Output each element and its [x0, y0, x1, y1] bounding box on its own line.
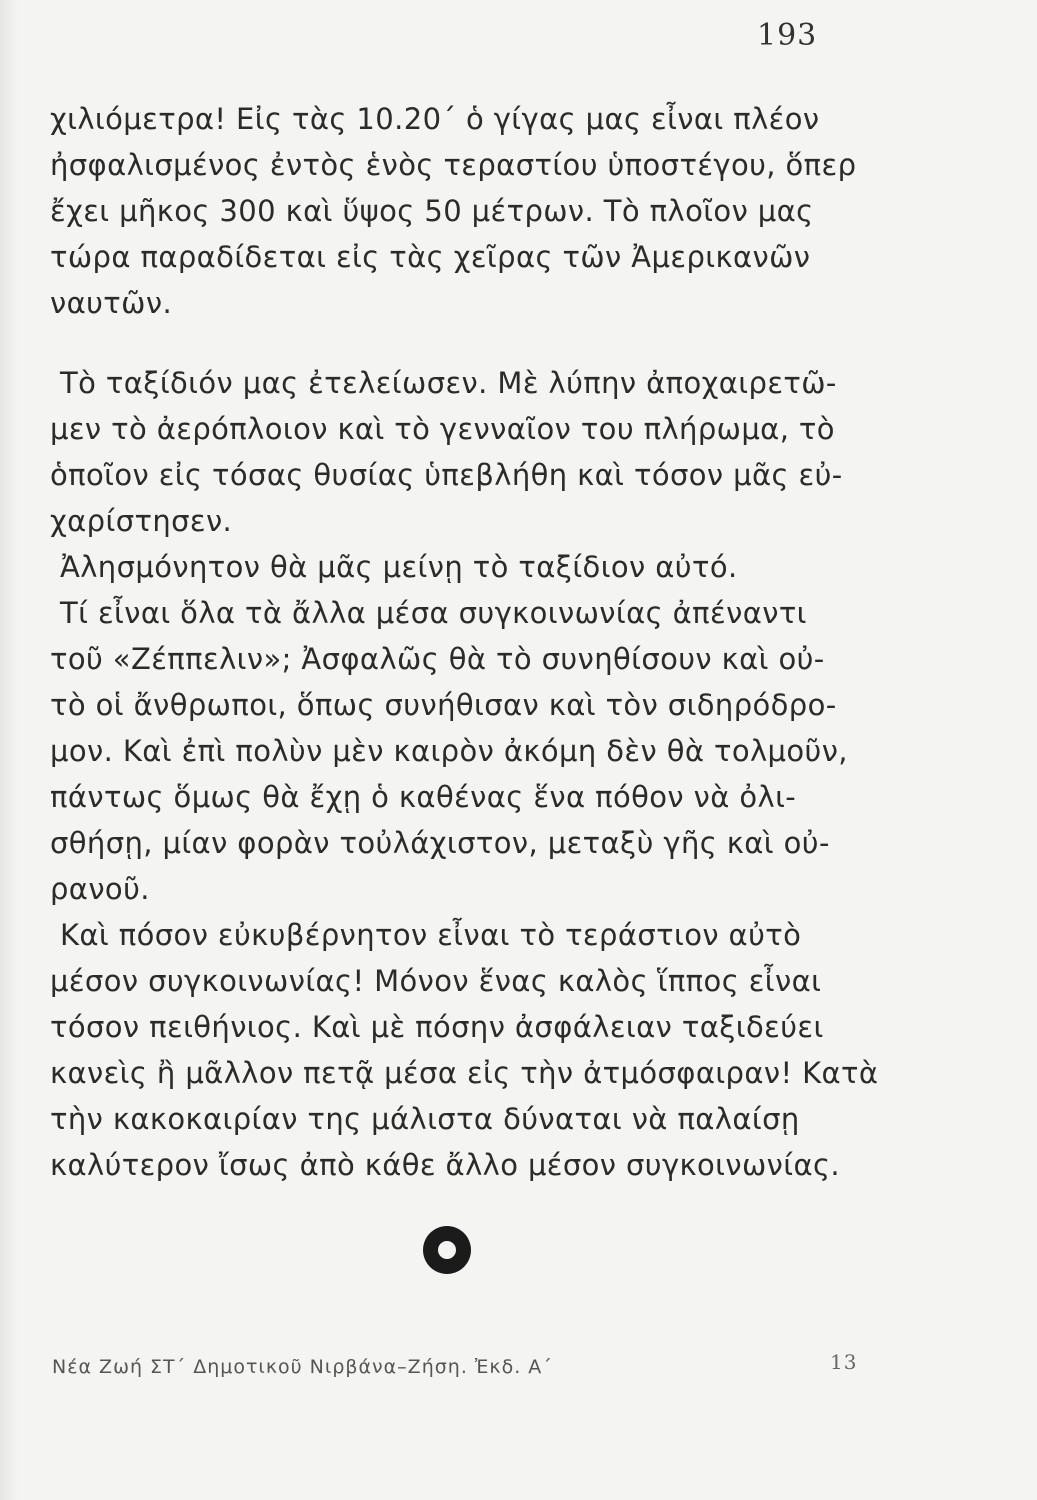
text-line: καλύτερον ἴσως ἀπὸ κάθε ἄλλο μέσον συγκοινωνίας.: [50, 1148, 841, 1182]
text-line: ὁποῖον εἰς τόσας θυσίας ὑπεβλήθη καὶ τόσον μᾶς εὐ-: [50, 458, 843, 492]
page-number: 193: [757, 18, 818, 53]
footer-imprint: Νέα Ζωή ΣΤ΄ Δημοτικοῦ Νιρβάνα–Ζήση. Ἐκδ. Α΄: [52, 1356, 553, 1378]
text-line: κανεὶς ἢ μᾶλλον πετᾷ μέσα εἰς τὴν ἀτμόσφαιραν! Κατὰ: [50, 1056, 879, 1090]
text-line: μον. Καὶ ἐπὶ πολὺν μὲν καιρὸν ἀκόμη δὲν θὰ τολμοῦν,: [50, 734, 848, 768]
text-line: χιλιόμετρα! Εἰς τὰς 10.20΄ ὁ γίγας μας εἶναι πλέον: [50, 102, 820, 136]
paragraph-5: [50, 912, 879, 1188]
footer-sheet-number: 13: [830, 1350, 858, 1374]
body-text: [50, 96, 879, 1188]
text-line: τὸ οἱ ἄνθρωποι, ὅπως συνήθισαν καὶ τὸν σιδηρόδρο-: [50, 688, 837, 722]
text-line: χαρίστησεν.: [50, 504, 233, 538]
text-line: μέσον συγκοινωνίας! Μόνον ἕνας καλὸς ἵππος εἶναι: [50, 964, 822, 998]
text-line: ἔχει μῆκος 300 καὶ ὕψος 50 μέτρων. Τὸ πλοῖον μας: [50, 194, 814, 228]
text-line: τοῦ «Ζέππελιν»; Ἀσφαλῶς θὰ τὸ συνηθίσουν καὶ οὐ-: [50, 642, 825, 676]
text-line: ἠσφαλισμένος ἐντὸς ἑνὸς τεραστίου ὑποστέγου, ὅπερ: [50, 148, 857, 182]
text-line: τὴν κακοκαιρίαν της μάλιστα δύναται νὰ παλαίσῃ: [50, 1102, 800, 1136]
text-line: Ἀλησμόνητον θὰ μᾶς μείνῃ τὸ ταξίδιον αὐτό.: [60, 550, 738, 584]
text-line: ναυτῶν.: [50, 286, 173, 320]
text-line: μεν τὸ ἀερόπλοιον καὶ τὸ γενναῖον του πλήρωμα, τὸ: [50, 412, 835, 446]
paragraph-2: [50, 360, 870, 544]
paragraph-3: [50, 544, 870, 590]
text-line: τόσον πειθήνιος. Καὶ μὲ πόσην ἀσφάλειαν ταξιδεύει: [50, 1010, 824, 1044]
paragraph-1: [50, 96, 870, 326]
text-line: Τὸ ταξίδιόν μας ἐτελείωσεν. Μὲ λύπην ἀποχαιρετῶ-: [60, 366, 837, 400]
paragraph-4: [50, 590, 870, 912]
text-line: Τί εἶναι ὅλα τὰ ἄλλα μέσα συγκοινωνίας ἀπέναντι: [60, 596, 807, 630]
text-line: πάντως ὅμως θὰ ἔχῃ ὁ καθένας ἕνα πόθον νὰ ὀλι-: [50, 780, 797, 814]
text-line: σθήσῃ, μίαν φορὰν τοὐλάχιστον, μεταξὺ γῆς καὶ οὐ-: [50, 826, 830, 860]
ring-ornament-icon: [423, 1226, 471, 1274]
text-line: τώρα παραδίδεται εἰς τὰς χεῖρας τῶν Ἀμερικανῶν: [50, 240, 811, 274]
text-line: Καὶ πόσον εὐκυβέρνητον εἶναι τὸ τεράστιον αὐτὸ: [60, 918, 802, 952]
text-line: ρανοῦ.: [50, 872, 150, 906]
